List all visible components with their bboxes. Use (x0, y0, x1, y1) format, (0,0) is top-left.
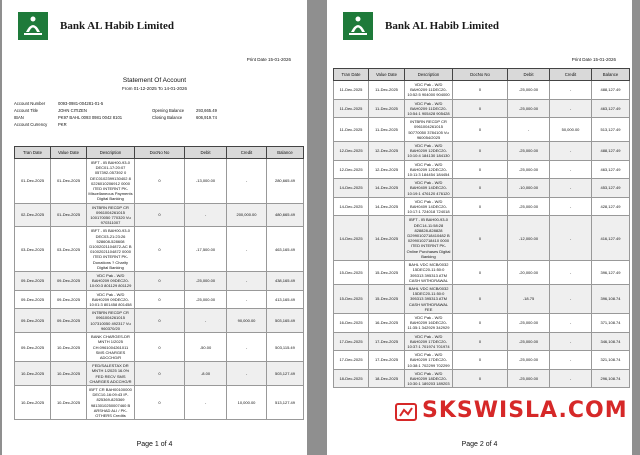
account-currency-row (14, 122, 67, 127)
column-header-tran-date: Tran Date (334, 69, 369, 81)
table-row (334, 179, 630, 198)
cell-description: VDC Pak - W/D BAH0209 17DEC20-10:38:1 702299 702299 (405, 351, 453, 370)
column-header-description: Description (87, 147, 135, 159)
account-currency-label: Account Currency (14, 122, 48, 127)
cell-value-date: 14-Dec-2025 (369, 197, 405, 216)
cell-tran-date: 14-Dec-2025 (334, 179, 369, 198)
column-header-value-date: Value Date (51, 147, 87, 159)
cell-credit: - (227, 290, 267, 309)
cell-value-date: 10-Dec-2025 (51, 362, 87, 386)
cell-value-date: 16-Dec-2025 (369, 313, 405, 332)
cell-value-date: 11-Dec-2025 (369, 81, 405, 100)
cell-tran-date: 09-Dec-2025 (15, 272, 51, 291)
cell-tran-date: 14-Dec-2025 (334, 197, 369, 216)
cell-description: INTBRN RECDP CR 0961004261015 107310050 492317 Vu 960370/20 (87, 309, 135, 333)
table-row (15, 272, 304, 291)
cell-balance: 396,127.49 (592, 261, 630, 285)
table-row (15, 159, 304, 204)
iban-value: PK97 BAHL 0093 0981 0042 8101 (58, 115, 123, 120)
cell-doc-no: 0 (135, 227, 185, 272)
table-row (15, 203, 304, 227)
cell-value-date: 14-Dec-2025 (369, 179, 405, 198)
cell-debit: -20,000.00 (508, 261, 550, 285)
cell-value-date: 11-Dec-2025 (369, 99, 405, 118)
cell-doc-no: 0 (453, 261, 508, 285)
cell-debit: -25,000.00 (185, 290, 227, 309)
opening-balance-label: Opening Balance (152, 108, 185, 113)
table-row (334, 261, 630, 285)
cell-balance: 416,127.49 (592, 216, 630, 261)
cell-balance: 413,165.49 (267, 290, 304, 309)
cell-credit: 90,000.00 (227, 309, 267, 333)
cell-tran-date: 09-Dec-2025 (15, 309, 51, 333)
cell-credit: - (227, 362, 267, 386)
cell-value-date: 18-Dec-2025 (369, 369, 405, 388)
cell-credit: - (550, 99, 592, 118)
transactions-table-page-2 (333, 68, 630, 388)
cell-debit: -25,000.00 (508, 99, 550, 118)
cell-description: VDC Pak - W/D BAH0209 11DEC20-10:52:5 904000 904000 (405, 81, 453, 100)
cell-description: IBFT - IB BAH00-93-0 DEC03-21:23:26 528608-528608 D1002021104872-AC B 01002021104872 0000 ITED INTERNT PK-Donations ? Charity Digital Banking (87, 227, 135, 272)
table-row (334, 313, 630, 332)
cell-credit: - (227, 272, 267, 291)
cell-balance: 480,665.49 (267, 203, 304, 227)
cell-doc-no: 0 (453, 332, 508, 351)
cell-debit: -50.00 (185, 333, 227, 362)
table-row (15, 290, 304, 309)
column-header-tran-date: Tran Date (15, 147, 51, 159)
cell-debit: -25,000.00 (508, 369, 550, 388)
opening-balance-row (152, 108, 217, 113)
cell-doc-no: 0 (135, 333, 185, 362)
column-header-doc-no: DocNo No (453, 69, 508, 81)
cell-tran-date: 16-Dec-2025 (334, 313, 369, 332)
cell-debit: -8.00 (185, 362, 227, 386)
page-footer: Page 2 of 4 (461, 441, 498, 448)
account-number-row (14, 101, 103, 106)
cell-balance: 463,127.49 (592, 99, 630, 118)
cell-tran-date: 11-Dec-2025 (334, 99, 369, 118)
cell-value-date: 01-Dec-2025 (51, 159, 87, 204)
cell-doc-no: 0 (135, 290, 185, 309)
cell-balance: 463,127.49 (592, 160, 630, 179)
cell-value-date: 10-Dec-2025 (51, 385, 87, 419)
bank-logo-icon (343, 12, 373, 40)
cell-doc-no: 0 (453, 284, 508, 313)
column-header-balance: Balance (267, 147, 304, 159)
cell-description: BANK CHARGES-DR MNTH 1/2025 CH:0961004261011 SMS CHARGES ADCCHG/R (87, 333, 135, 362)
transactions-table-page-1 (14, 146, 304, 420)
cell-value-date: 14-Dec-2025 (369, 216, 405, 261)
cell-balance: 438,165.49 (267, 272, 304, 291)
cell-value-date: 10-Dec-2025 (51, 333, 87, 362)
statement-period: From 01-12-2025 To 14-01-2026 (122, 86, 187, 91)
cell-credit: - (550, 160, 592, 179)
cell-doc-no: 0 (453, 160, 508, 179)
column-header-balance: Balance (592, 69, 630, 81)
cell-description: BAHL VDC MCB/0032 15DEC20-11:50:0 395313 395313 ATM CASH WITHDRAWAL (405, 261, 453, 285)
cell-description: IBFT - IB BAH00-93-0 DEC14-11:58:28 828828-828828 D2990102718410482 B 02990102718410 0000 ITED INTERNT PK-Online Purchases Digital Banking (405, 216, 453, 261)
column-header-credit: Credit (550, 69, 592, 81)
cell-credit: - (550, 261, 592, 285)
cell-credit: - (550, 179, 592, 198)
cell-tran-date: 11-Dec-2025 (334, 118, 369, 142)
cell-tran-date: 18-Dec-2025 (334, 369, 369, 388)
bank-logo-icon (18, 12, 48, 40)
column-header-doc-no: DocNo No (135, 147, 185, 159)
cell-tran-date: 12-Dec-2025 (334, 160, 369, 179)
cell-credit: 50,000.00 (550, 118, 592, 142)
cell-description: IBFT - IB BAH00-93-0 DEC01-17:20:07 057392-057392 0 DEC0102399130402 8 0226010206912 0000 ITED INTERNT PK-Miscellaneous Payments Digital Banking (88, 160, 133, 202)
table-row (15, 385, 304, 419)
cell-value-date: 03-Dec-2025 (51, 227, 87, 272)
cell-description: VDC Pak - W/D BAH0209 18DEC20-10:30:1 189203 189203 (405, 369, 453, 388)
cell-credit: - (550, 216, 592, 261)
table-row (334, 118, 630, 142)
cell-doc-no: 0 (135, 385, 185, 419)
cell-debit: -25,000.00 (508, 197, 550, 216)
cell-balance: 321,108.74 (592, 351, 630, 370)
table-row (15, 333, 304, 362)
cell-tran-date: 01-Dec-2025 (15, 159, 51, 204)
cell-doc-no: 0 (453, 197, 508, 216)
closing-balance-label: Closing Balance (152, 115, 183, 120)
cell-tran-date: 10-Dec-2025 (15, 385, 51, 419)
cell-credit: - (550, 81, 592, 100)
cell-debit: - (185, 203, 227, 227)
bank-name: Bank AL Habib Limited (60, 20, 175, 32)
cell-balance: 503,165.49 (267, 309, 304, 333)
cell-credit: - (550, 351, 592, 370)
cell-balance: 346,108.74 (592, 332, 630, 351)
column-header-debit: Debit (508, 69, 550, 81)
cell-tran-date: 12-Dec-2025 (334, 142, 369, 161)
cell-debit: -25,000.00 (185, 272, 227, 291)
cell-description: VDC Pak - W/D BAH0209 12DEC20-10:10:4 184130 184130 (405, 142, 453, 161)
cell-debit: -25,000.00 (508, 81, 550, 100)
table-row (15, 362, 304, 386)
account-number-label: Account Number (14, 101, 46, 106)
cell-value-date: 17-Dec-2025 (369, 351, 405, 370)
cell-doc-no: 0 (453, 118, 508, 142)
print-date: Print Date 15-01-2026 (246, 57, 291, 62)
account-title-row (14, 108, 87, 113)
statement-page-2 (327, 0, 632, 455)
cell-credit: - (550, 369, 592, 388)
cell-value-date: 17-Dec-2025 (369, 332, 405, 351)
table-row (15, 309, 304, 333)
table-row (334, 142, 630, 161)
cell-credit: - (227, 333, 267, 362)
cell-debit: -25,000.00 (508, 160, 550, 179)
cell-doc-no: 0 (135, 203, 185, 227)
cell-debit: -25,000.00 (508, 351, 550, 370)
column-header-credit: Credit (227, 147, 267, 159)
cell-debit: -10,000.00 (508, 179, 550, 198)
cell-doc-no: 0 (453, 179, 508, 198)
cell-value-date: 15-Dec-2025 (369, 261, 405, 285)
cell-debit: -13,000.00 (185, 159, 227, 204)
cell-debit: - (185, 385, 227, 419)
cell-credit: - (550, 332, 592, 351)
cell-balance: 503,127.49 (267, 362, 304, 386)
table-row (15, 227, 304, 272)
cell-tran-date: 15-Dec-2025 (334, 261, 369, 285)
closing-balance-value: 606,919.74 (196, 115, 217, 120)
watermark-icon (395, 402, 417, 422)
opening-balance-value: 293,665.49 (196, 108, 217, 113)
cell-doc-no: 0 (135, 159, 185, 204)
column-header-debit: Debit (185, 147, 227, 159)
table-row (334, 284, 630, 313)
table-row (334, 216, 630, 261)
cell-balance: 453,127.49 (592, 179, 630, 198)
cell-tran-date: 17-Dec-2025 (334, 332, 369, 351)
watermark-text: SKSWISLA.COM (422, 398, 628, 423)
cell-balance: 296,108.74 (592, 369, 630, 388)
cell-credit: - (550, 284, 592, 313)
cell-description: FED/SALESTAX DR MNTH 1/2025 16.0% FED RECV SMS CHARGES ADCCHG/R (87, 362, 135, 386)
bank-name: Bank AL Habib Limited (385, 20, 500, 32)
cell-description: VDC Pak - W/D BAH0209 12DEC20-10:11:3 184454 184454 (405, 160, 453, 179)
cell-credit: - (550, 197, 592, 216)
cell-value-date: 12-Dec-2025 (369, 160, 405, 179)
cell-debit: - (508, 118, 550, 142)
iban-label: IBAN (14, 115, 24, 120)
table-row (334, 332, 630, 351)
cell-doc-no: 0 (453, 142, 508, 161)
cell-doc-no: 0 (453, 313, 508, 332)
cell-doc-no: 0 (135, 362, 185, 386)
cell-doc-no: 0 (453, 99, 508, 118)
cell-credit: 10,000.00 (227, 385, 267, 419)
cell-credit: - (227, 227, 267, 272)
cell-value-date: 09-Dec-2025 (51, 290, 87, 309)
page-footer: Page 1 of 4 (136, 441, 173, 448)
cell-description: VDC Pak - W/D BAH0209 09DEC20-10:00:3 801129 801129 (87, 272, 135, 291)
cell-value-date: 12-Dec-2025 (369, 142, 405, 161)
cell-doc-no: 0 (453, 369, 508, 388)
cell-value-date: 11-Dec-2025 (369, 118, 405, 142)
account-title-value: JOHN CITIZEN (58, 108, 87, 113)
statement-title: Statement Of Account (122, 77, 187, 84)
table-header-row (15, 147, 304, 159)
cell-tran-date: 02-Dec-2025 (15, 203, 51, 227)
cell-value-date: 09-Dec-2025 (51, 309, 87, 333)
cell-balance: 428,127.49 (592, 197, 630, 216)
cell-debit: -25,000.00 (508, 313, 550, 332)
account-number-value: 0093-0981-004281-01-5 (58, 101, 104, 106)
cell-tran-date: 14-Dec-2025 (334, 216, 369, 261)
table-row (334, 369, 630, 388)
cell-balance: 488,127.49 (592, 81, 630, 100)
table-row (334, 197, 630, 216)
closing-balance-row (152, 115, 217, 120)
cell-doc-no: 0 (453, 351, 508, 370)
cell-credit: - (227, 159, 267, 204)
cell-credit: - (550, 142, 592, 161)
table-row (334, 351, 630, 370)
cell-tran-date: 09-Dec-2025 (15, 290, 51, 309)
cell-balance: 280,665.49 (267, 159, 304, 204)
statement-page-1 (2, 0, 307, 455)
table-row (334, 81, 630, 100)
cell-description: VDC Pak - W/D BAH0209 11DEC20-10:54:1 905428 905428 (405, 99, 453, 118)
cell-description: VDC Pak - W/D BAH0209 17DEC20-10:37:1 701974 701974 (405, 332, 453, 351)
cell-credit: - (550, 313, 592, 332)
cell-balance: 396,108.74 (592, 284, 630, 313)
cell-tran-date: 11-Dec-2025 (334, 81, 369, 100)
cell-description: BAHL VDC MCB/0032 15DEC20-11:50:0 395313 395313 ATM CASH WITHDRAWAL FEE (405, 284, 453, 313)
cell-doc-no: 0 (453, 81, 508, 100)
iban-row (14, 115, 122, 120)
cell-description: INTBRN RECDP CR 0961004261015 50770050 3784105 Vu 960054/2025 (405, 118, 453, 142)
table-header-row (334, 69, 630, 81)
cell-balance: 371,108.74 (592, 313, 630, 332)
cell-debit: -17,500.00 (185, 227, 227, 272)
account-title-label: Account Title (14, 108, 38, 113)
cell-debit: -25,000.00 (508, 332, 550, 351)
cell-value-date: 01-Dec-2025 (51, 203, 87, 227)
cell-tran-date: 09-Dec-2025 (15, 333, 51, 362)
cell-description: IBFT CR BAH00100000 DEC10-16:09:43 IP-825369-825369 9813010250007460 B ARSHAD ALI / PK-OTHERS Credits (87, 385, 135, 419)
cell-balance: 488,127.49 (592, 142, 630, 161)
cell-balance: 503,115.49 (267, 333, 304, 362)
print-date: Print Date 15-01-2026 (571, 57, 616, 62)
cell-doc-no: 0 (135, 309, 185, 333)
cell-tran-date: 10-Dec-2025 (15, 362, 51, 386)
cell-doc-no: 0 (135, 272, 185, 291)
cell-doc-no: 0 (453, 216, 508, 261)
cell-debit: - (185, 309, 227, 333)
cell-value-date: 15-Dec-2025 (369, 284, 405, 313)
table-row (334, 99, 630, 118)
cell-description: INTBRN RECDP CR 0961004261015 100170050 770320 Vu 970311007 (87, 203, 135, 227)
cell-debit: -25,000.00 (508, 142, 550, 161)
cell-description: VDC Pak - W/D BAH0209 09DEC20-10:01:3 801458 801458 (87, 290, 135, 309)
cell-description: VDC Pak - W/D BAH0409 14DEC20-10:17:1 724018 724018 (405, 197, 453, 216)
column-header-value-date: Value Date (369, 69, 405, 81)
cell-description: VDC Pak - W/D BAH0409 14DEC20-10:19:1 476120 476120 (405, 179, 453, 198)
cell-tran-date: 03-Dec-2025 (15, 227, 51, 272)
cell-value-date: 09-Dec-2025 (51, 272, 87, 291)
table-row (334, 160, 630, 179)
cell-description: VDC Pak - W/D BAH0209 16DEC20-11:35:1 342929 342929 (405, 313, 453, 332)
cell-debit: -18.75 (508, 284, 550, 313)
cell-balance: 513,127.49 (592, 118, 630, 142)
cell-tran-date: 17-Dec-2025 (334, 351, 369, 370)
column-header-description: Description (405, 69, 453, 81)
cell-tran-date: 15-Dec-2025 (334, 284, 369, 313)
cell-balance: 463,165.49 (267, 227, 304, 272)
cell-debit: -12,000.00 (508, 216, 550, 261)
cell-credit: 200,000.00 (227, 203, 267, 227)
cell-balance: 513,127.49 (267, 385, 304, 419)
account-currency-value: PKR (58, 122, 67, 127)
